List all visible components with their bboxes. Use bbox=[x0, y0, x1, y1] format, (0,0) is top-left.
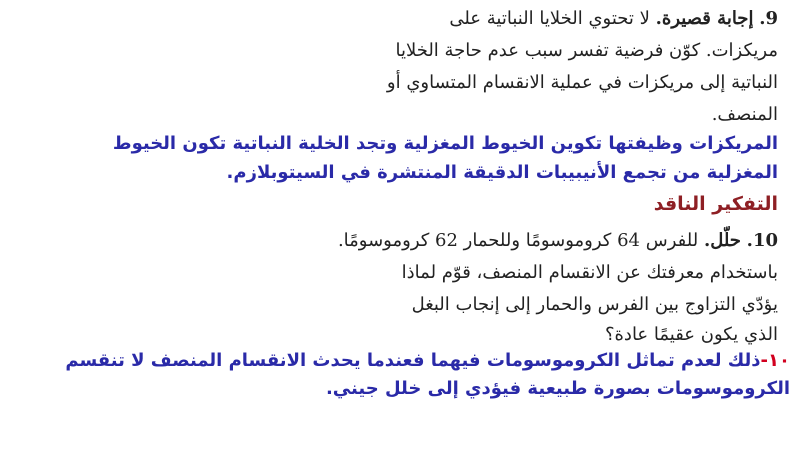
q10-line-3: يؤدّي التزاوج بين الفرس والحمار إلى إنجاب البغل bbox=[411, 294, 778, 315]
answer-9-line-2: المغزلية من تجمع الأنيبيبات الدقيقة المنتشرة في السيتوبلازم. bbox=[226, 162, 778, 183]
q9-text-1: لا تحتوي الخلايا النباتية على bbox=[449, 8, 650, 29]
q9-line-1 bbox=[449, 8, 778, 29]
answer-9-line-1: المريكزات وظيفتها تكوين الخيوط المغزلية وتجد الخلية النباتية تكون الخيوط bbox=[112, 133, 778, 154]
answer-10-number: ١٠- bbox=[760, 350, 790, 371]
q9-line-2: مريكزات. كوّن فرضية تفسر سبب عدم حاجة الخلايا bbox=[395, 40, 778, 61]
q9-line-3: النباتية إلى مريكزات في عملية الانقسام المتساوي أو bbox=[386, 72, 778, 93]
answer-10-line-1 bbox=[65, 350, 790, 371]
q9-label: إجابة قصيرة. bbox=[655, 8, 754, 29]
q10-line-1 bbox=[338, 230, 778, 251]
q10-label: حلّل. bbox=[703, 230, 741, 251]
q10-line-2: باستخدام معرفتك عن الانقسام المنصف، قوّم لماذا bbox=[401, 262, 778, 283]
answer-10-line-2: الكروموسومات بصورة طبيعية فيؤدي إلى خلل جيني. bbox=[325, 378, 790, 399]
q9-line-4: المنصف. bbox=[711, 104, 778, 125]
q10-text-1: للفرس 64 كروموسومًا وللحمار 62 كروموسومًا. bbox=[337, 230, 699, 251]
section-heading: التفكير الناقد bbox=[653, 193, 778, 215]
q10-line-4: الذي يكون عقيمًا عادة؟ bbox=[604, 324, 778, 345]
q10-number: 10. bbox=[746, 230, 778, 251]
q9-number: 9. bbox=[759, 8, 778, 29]
answer-10-text-1: ذلك لعدم تماثل الكروموسومات فيهما فعندما يحدث الانقسام المنصف لا تنقسم bbox=[65, 350, 761, 371]
